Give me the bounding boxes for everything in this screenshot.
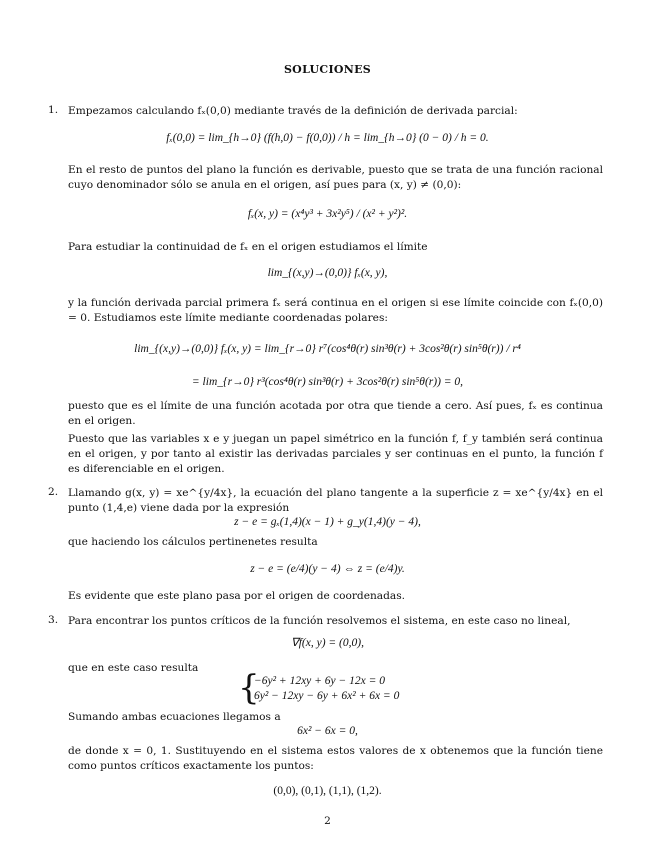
s3-paragraph-3: Sumando ambas ecuaciones llegamos a <box>68 711 281 723</box>
s3-paragraph-1: Para encontrar los puntos críticos de la función resolvemos el sistema, en este caso no lineal, <box>68 615 571 627</box>
s3-equation-3: (0,0), (0,1), (1,1), (1,2). <box>273 785 382 797</box>
s3-paragraph-2: que en este caso resulta <box>68 662 199 674</box>
s1-paragraph-5: puesto que es el límite de una función acotada por otra que tiende a cero. Así pues, fₓ es continua en el origen. <box>68 400 603 427</box>
s2-equation-1: z − e = gₓ(1,4)(x − 1) + g_y(1,4)(y − 4), <box>234 516 421 528</box>
system-brace: { <box>238 668 260 708</box>
s2-paragraph-3: Es evidente que este plano pasa por el origen de coordenadas. <box>68 590 406 602</box>
s2-paragraph-2: que haciendo los cálculos pertinenetes resulta <box>68 536 318 548</box>
s1-equation-3: lim_{(x,y)→(0,0)} fₓ(x, y), <box>267 267 388 279</box>
s1-paragraph-3: Para estudiar la continuidad de fₓ en el origen estudiamos el límite <box>68 241 428 253</box>
s1-equation-4a: lim_{(x,y)→(0,0)} fₓ(x, y) = lim_{r→0} r⁷(cos⁴θ(r) sin³θ(r) + 3cos²θ(r) sin⁵θ(r)) / r⁴ <box>134 343 521 355</box>
s2-equation-2: z − e = (e/4)(y − 4) ⇔ z = (e/4)y. <box>250 563 405 575</box>
s3-paragraph-4: de donde x = 0, 1. Sustituyendo en el sistema estos valores de x obtenemos que la función tiene como puntos críticos exactamente los puntos: <box>68 745 603 772</box>
s3-equation-2: 6x² − 6x = 0, <box>297 725 358 737</box>
item-number-3: 3. <box>48 614 59 626</box>
s3-system-eq-1: −6y² + 12xy + 6y − 12x = 0 <box>254 675 386 687</box>
s1-paragraph-1: Empezamos calculando fₓ(0,0) mediante través de la definición de derivada parcial: <box>68 105 518 117</box>
s1-equation-1: fₓ(0,0) = lim_{h→0} (f(h,0) − f(0,0)) / h = lim_{h→0} (0 − 0) / h = 0. <box>166 132 489 144</box>
s1-paragraph-6: Puesto que las variables x e y juegan un papel simétrico en la función f, f_y también será continua en el origen, y por tanto al existir las derivadas parciales y ser continuas en el punto, la función f es diferenciable en el origen. <box>68 433 603 475</box>
s1-paragraph-4: y la función derivada parcial primera fₓ será continua en el origen si ese límite coincide con fₓ(0,0) = 0. Estudiamos este límite mediante coordenadas polares: <box>68 297 603 324</box>
page-title: SOLUCIONES <box>283 63 372 76</box>
s2-paragraph-1: Llamando g(x, y) = xe^{y/4x}, la ecuación del plano tangente a la superficie z = xe^{y/4x} en el punto (1,4,e) viene dada por la expresión <box>68 487 603 514</box>
s3-equation-1: ∇f(x, y) = (0,0), <box>291 637 364 649</box>
s3-system-eq-2: 6y² − 12xy − 6y + 6x² + 6x = 0 <box>254 690 400 702</box>
item-number-1: 1. <box>48 104 59 116</box>
page-number: 2 <box>324 815 331 827</box>
s1-equation-4b: = lim_{r→0} r³(cos⁴θ(r) sin³θ(r) + 3cos²θ(r) sin⁵θ(r)) = 0, <box>191 376 464 388</box>
item-number-2: 2. <box>48 486 59 498</box>
s1-equation-2: fₓ(x, y) = (x⁴y³ + 3x²y⁵) / (x² + y²)². <box>247 208 408 220</box>
s1-paragraph-2: En el resto de puntos del plano la función es derivable, puesto que se trata de una función racional cuyo denominador sólo se anula en el origen, así pues para (x, y) ≠ (0,0): <box>68 164 603 191</box>
